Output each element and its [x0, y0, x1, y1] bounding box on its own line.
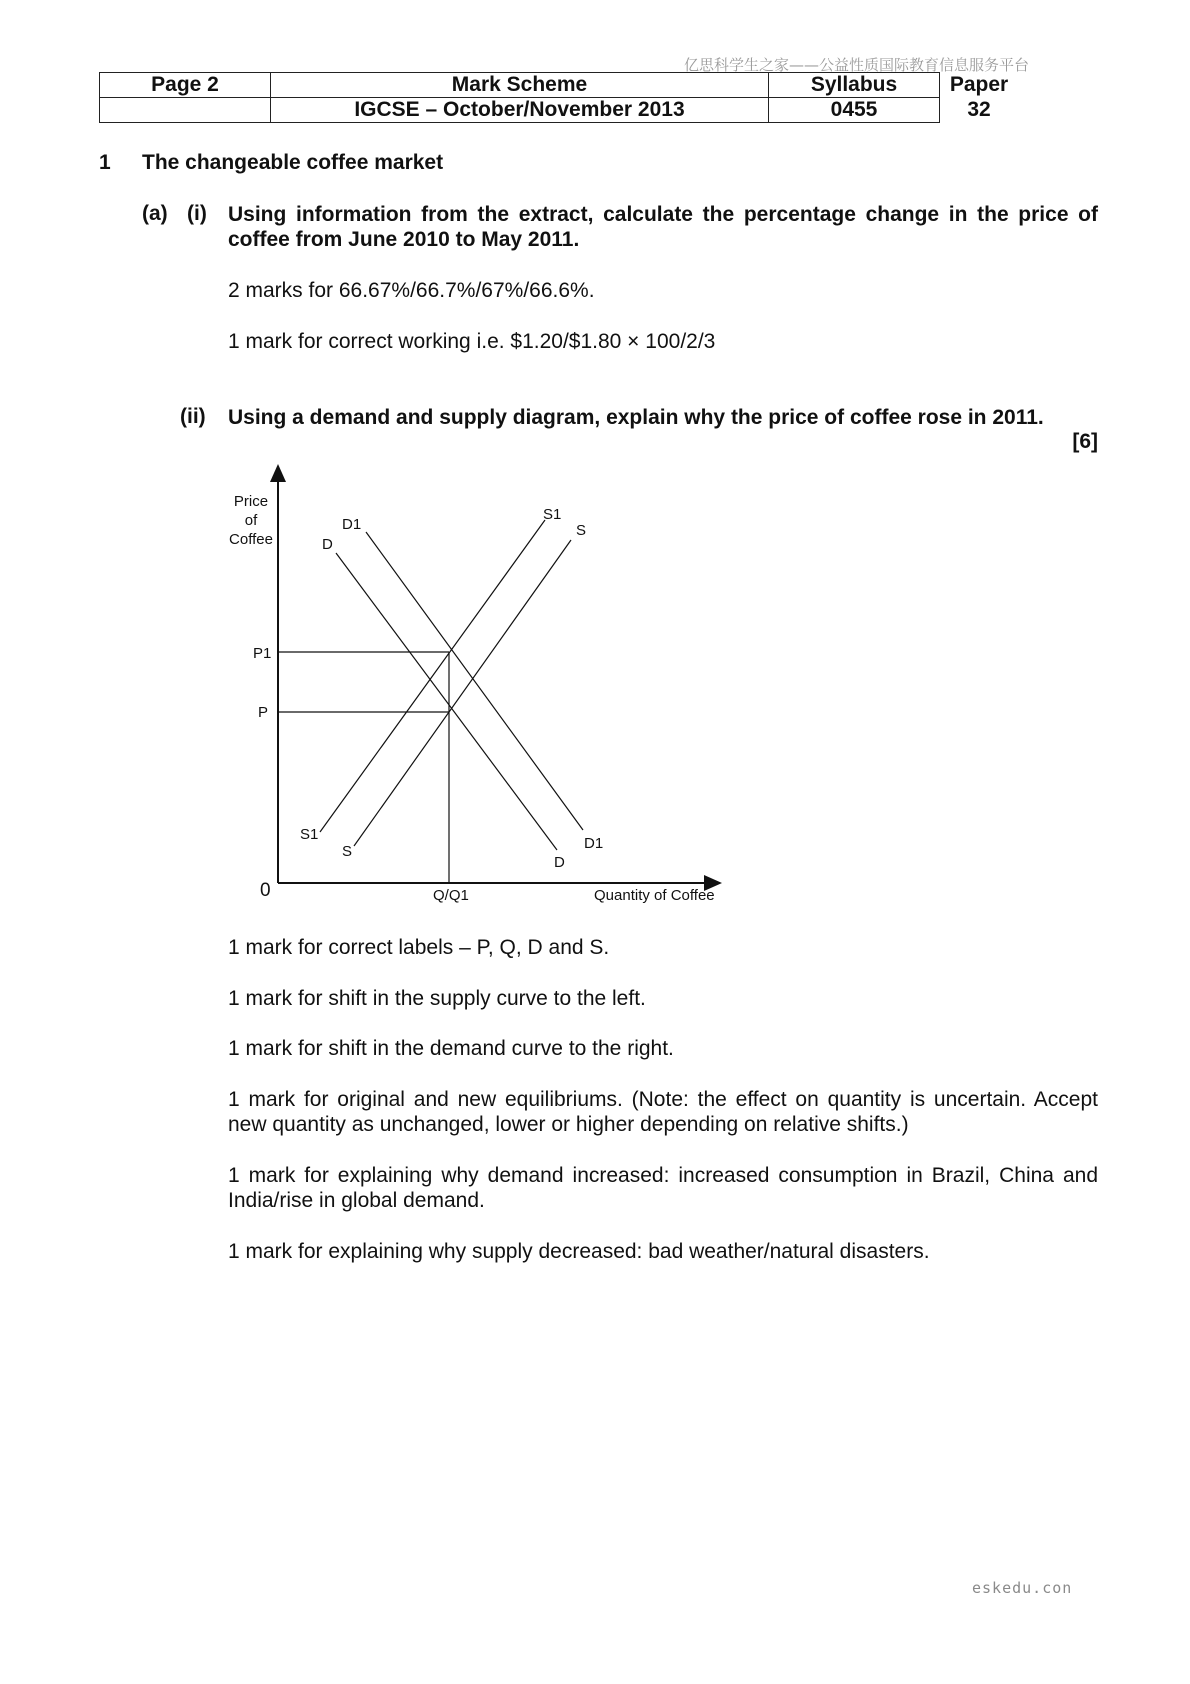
d-bottom-label: D — [554, 854, 565, 871]
header-paper: 32 — [940, 98, 1019, 123]
part-ii-answer: 1 mark for shift in the supply curve to the left. — [228, 987, 646, 1010]
price-label-p1: P1 — [253, 645, 272, 662]
quantity-label: Q/Q1 — [433, 887, 469, 904]
part-i-question: Using information from the extract, calculate the percentage change in the price of coffee from June 2010 to May 2011. — [228, 203, 1098, 251]
header-exam: IGCSE – October/November 2013 — [271, 98, 769, 123]
header-syllabus: 0455 — [769, 98, 940, 123]
question-number: 1 — [99, 151, 111, 174]
watermark-top: 亿思科学生之家——公益性质国际教育信息服务平台 — [684, 56, 1030, 74]
part-ii-answer: 1 mark for correct labels – P, Q, D and S. — [228, 936, 610, 959]
header-paper-label: Paper — [940, 73, 1019, 98]
x-axis-label: Quantity of Coffee — [594, 887, 715, 904]
demand-curve-d1 — [366, 532, 583, 830]
d1-bottom-label: D1 — [584, 835, 604, 852]
supply-curve-s1 — [320, 520, 545, 832]
header-doc-title: Mark Scheme — [271, 73, 769, 98]
demand-curve-d — [336, 553, 557, 850]
s-bottom-label: S — [342, 843, 353, 860]
part-ii-label: (ii) — [180, 405, 206, 428]
question-title: The changeable coffee market — [142, 151, 444, 174]
part-ii-answer: 1 mark for original and new equilibriums. (Note: the effect on quantity is uncertain. Accept new quantity as unchanged, lower or higher depending on relative shifts.) — [228, 1088, 1098, 1136]
origin-label: 0 — [260, 880, 271, 901]
d-top-label: D — [322, 536, 333, 553]
part-ii-marks: [6] — [1072, 430, 1098, 453]
header-syllabus-label: Syllabus — [769, 73, 940, 98]
y-axis-label-line1: Price — [233, 493, 269, 510]
s1-bottom-label: S1 — [300, 826, 319, 843]
part-i-label: (i) — [187, 202, 207, 225]
price-label-p: P — [258, 704, 269, 721]
header-page: Page 2 — [100, 73, 271, 98]
part-ii-answer: 1 mark for explaining why demand increased: increased consumption in Brazil, China and India/rise in global demand. — [228, 1164, 1098, 1212]
part-ii-answer: 1 mark for explaining why supply decreased: bad weather/natural disasters. — [228, 1240, 930, 1263]
part-i-answer: 2 marks for 66.67%/66.7%/67%/66.6%. — [228, 279, 595, 302]
part-ii-question: Using a demand and supply diagram, explain why the price of coffee rose in 2011. — [228, 406, 1044, 429]
supply-curve-s — [354, 540, 571, 846]
part-i-answer: 1 mark for correct working i.e. $1.20/$1.80 × 100/2/3 — [228, 330, 716, 353]
y-axis-label-line3: Coffee — [229, 531, 273, 548]
part-ii-answer: 1 mark for shift in the demand curve to the right. — [228, 1037, 674, 1060]
watermark-bottom: eskedu.con — [972, 1579, 1073, 1597]
part-a-label: (a) — [142, 202, 168, 225]
y-axis-label-line2: of — [244, 512, 258, 529]
s-top-label: S — [576, 522, 587, 539]
s1-top-label: S1 — [543, 506, 562, 523]
d1-top-label: D1 — [342, 516, 362, 533]
